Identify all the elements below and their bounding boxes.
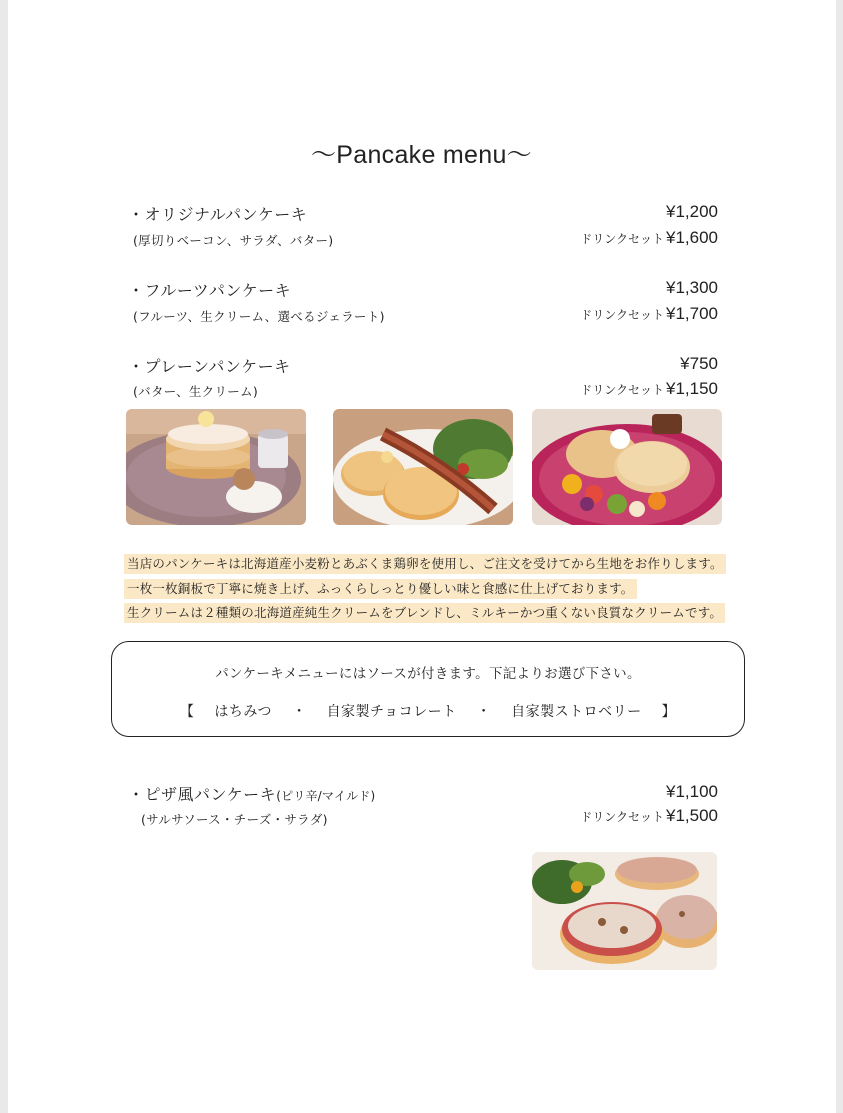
item-drink-set-plain [580,379,718,399]
bracket-open: 【 [179,704,195,720]
item-price-plain: ¥750 [680,354,718,373]
bracket-close: 】 [661,704,677,720]
item-drink-set-fruit [580,304,718,324]
separator: ・ [476,704,492,720]
pizza-name: ・ピザ風パンケーキ [128,785,277,804]
drink-set-price: ¥1,700 [666,304,718,323]
item-desc-original: (厚切りベーコン、サラダ、バター) [133,233,334,248]
sauce-instruction: パンケーキメニューにはソースが付きます。下記よりお選び下さい。 [215,666,641,682]
fruit-pancake-photo [532,409,722,525]
drink-set-label: ドリンクセット [580,308,664,322]
sauce-option-strawberry: 自家製ストロベリー [511,704,642,720]
item-desc-fruit: (フルーツ、生クリーム、選べるジェラート) [133,309,385,324]
item-name-plain: ・プレーンパンケーキ [128,357,291,376]
sauce-options [112,701,744,721]
drink-set-label: ドリンクセット [580,810,664,824]
sauce-box [111,641,745,737]
pizza-pancake-photo [532,852,717,970]
pizza-spice-note: (ピリ辛/マイルド) [276,789,376,803]
drink-set-price: ¥1,150 [666,379,718,398]
note-line-2: 一枚一枚銅板で丁寧に焼き上げ、ふっくらしっとり優しい味と食感に仕上げております。 [124,579,637,599]
note-line-3: 生クリームは２種類の北海道産純生クリームをブレンドし、ミルキーかつ重くない良質なクリームです。 [124,603,725,623]
item-drink-set-pizza [580,806,718,826]
item-price-fruit: ¥1,300 [666,278,718,297]
drink-set-label: ドリンクセット [580,232,664,246]
item-name-fruit: ・フルーツパンケーキ [128,281,292,300]
sauce-option-honey: はちみつ [214,704,273,720]
original-pancake-photo [333,409,513,525]
item-name-original: ・オリジナルパンケーキ [128,205,308,224]
item-desc-pizza: (サルサソース・チーズ・サラダ) [141,812,328,827]
drink-set-label: ドリンクセット [580,383,664,397]
item-price-original: ¥1,200 [666,202,718,221]
sauce-option-chocolate: 自家製チョコレート [326,704,457,720]
item-price-pizza: ¥1,100 [666,782,718,801]
plain-pancake-photo [126,409,306,525]
item-desc-plain: (バター、生クリーム) [133,384,259,399]
drink-set-price: ¥1,500 [666,806,718,825]
drink-set-price: ¥1,600 [666,228,718,247]
page-title: ～Pancake menu～ [311,141,532,169]
separator: ・ [292,704,307,720]
item-name-pizza [128,782,375,805]
item-drink-set-original [580,228,718,248]
note-line-1: 当店のパンケーキは北海道産小麦粉とあぶくま鶏卵を使用し、ご注文を受けてから生地をお作りします。 [124,554,726,574]
